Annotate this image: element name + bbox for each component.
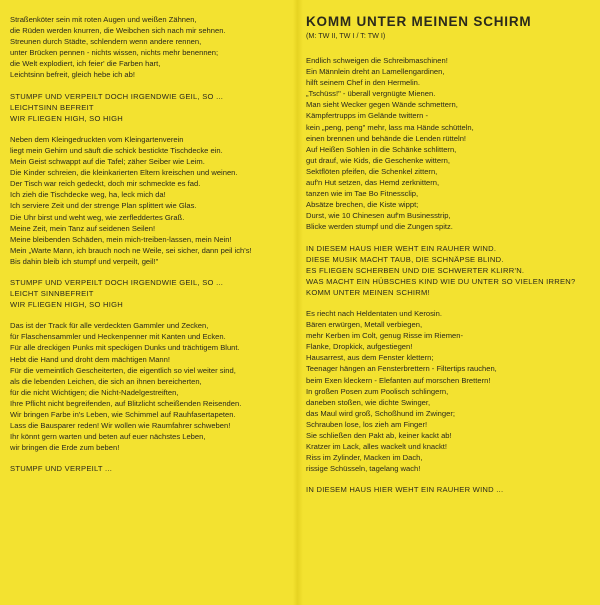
page-fold (293, 0, 303, 605)
lyric-line: Hausarrest, aus dem Fenster klettern; (306, 353, 434, 363)
lyric-line: Die Kinder schreien, die kleinkarierten Eltern kreischen und weinen. (10, 168, 238, 178)
right-column (306, 0, 594, 605)
lyric-line: WIR FLIEGEN HIGH, SO HIGH (10, 113, 123, 123)
lyric-line: Die Uhr birst und weht weg, wie zerfleddertes Graß. (10, 212, 185, 222)
lyric-line: liegt mein Gehirn und säuft die schick bestickte Tischdecke ein. (10, 145, 223, 155)
lyric-line: IN DIESEM HAUS HIER WEHT EIN RAUHER WIND. (306, 243, 497, 253)
song-title: KOMM UNTER MEINEN SCHIRM (306, 14, 532, 29)
verse-1 (306, 55, 594, 233)
lyric-line: Teenager hängen an Fensterbrettern - Filtertips rauchen, (306, 364, 497, 374)
lyric-line: STUMPF UND VERPEILT DOCH IRGENDWIE GEIL, SO ... (10, 91, 224, 101)
lyric-line: als die lebenden Leichen, die sich an ihnen bereicherten, (10, 376, 202, 386)
lyric-line: STUMPF UND VERPEILT DOCH IRGENDWIE GEIL, SO ... (10, 277, 224, 287)
lyric-line: Das ist der Track für alle verdeckten Gammler und Zecken, (10, 321, 209, 331)
lyric-line: auf'n Hut setzen, das Hemd zerknittern, (306, 178, 440, 188)
lyric-line: die Rüden werden knurren, die Weibchen sich nach mir sehnen. (10, 26, 226, 36)
lyric-line: tanzen wie im Tae Bo Fitnessclip, (306, 189, 419, 199)
lyric-line: LEICHT SINNBEFREIT (10, 289, 94, 299)
lyric-line: Meine Zeit, mein Tanz auf seidenen Seilen! (10, 223, 156, 233)
lyric-line: Meine bleibenden Schäden, mein mich-treiben-lassen, mein Nein! (10, 234, 232, 244)
song-credits: (M: TW II, TW I / T: TW I) (306, 31, 386, 40)
lyric-line: mehr Kerben im Colt, genug Risse im Riemen- (306, 331, 463, 341)
verse-1 (10, 14, 290, 81)
chorus (306, 243, 594, 298)
lyric-line: Flanke, Dropkick, aufgestiegen! (306, 342, 413, 352)
lyric-line: Schrauben lose, los zieh am Finger! (306, 419, 428, 429)
lyric-line: In großen Posen zum Poolisch schlingern, (306, 386, 449, 396)
verse-2 (10, 134, 290, 267)
lyric-line: unter Brücken pennen - nichts wissen, nichts mehr benennen; (10, 48, 219, 58)
lyric-line: Lass die Bausparer reden! Wir wollen wie Raumfahrer schweben! (10, 421, 231, 431)
outro (306, 484, 594, 495)
lyric-line: Es riecht nach Heldentaten und Kerosin. (306, 308, 442, 318)
lyric-line: Bären erwürgen, Metall verbiegen, (306, 320, 423, 330)
chorus-2 (10, 277, 290, 310)
lyric-line: WAS MACHT EIN HÜBSCHES KIND WIE DU UNTER SO VIELEN IRREN? (306, 276, 576, 286)
lyric-line: Ein Männlein dreht an Lamellengardinen, (306, 67, 445, 77)
lyric-line: Leichtsinn befreit, gleich hebe ich ab! (10, 70, 135, 80)
lyric-line: Ich zieh die Tischdecke weg, ha, leck mich da! (10, 190, 166, 200)
lyric-line: Kratzer im Lack, alles wackelt und knackt! (306, 442, 447, 452)
verse-3 (10, 320, 290, 453)
lyric-line: WIR FLIEGEN HIGH, SO HIGH (10, 300, 123, 310)
lyric-line: Streunen durch Städte, schlendern wenn andere rennen, (10, 37, 202, 47)
lyric-line: „Tschüss!" - überall vergnügte Mienen. (306, 89, 436, 99)
lyric-line: Sektflöten pfeifen, die Schenkel zittern, (306, 166, 438, 176)
lyric-line: Kämpfertrupps im Gelände twittern - (306, 111, 428, 121)
lyric-line: Absätze brechen, die Kiste wippt; (306, 200, 419, 210)
lyric-line: Sie schließen den Pakt ab, keiner kackt ab! (306, 431, 452, 440)
lyric-line: Mein „Warte Mann, ich brauch noch ne Weile, sei sicher, dann peil ich's! (10, 245, 252, 255)
lyric-line: Endlich schweigen die Schreibmaschinen! (306, 56, 448, 65)
lyric-line: beim Exen kleckern - Elefanten auf morschen Brettern! (306, 375, 491, 385)
lyric-line: Riss im Zylinder, Macken im Dach, (306, 453, 423, 463)
lyric-line: Für alle dreckigen Punks mit speckigen Dunks und trächtigem Blunt. (10, 343, 240, 353)
lyric-line: Auf Heißen Sohlen in die Schänke schlittern, (306, 144, 457, 154)
lyric-line: gut drauf, wie Kids, die Geschenke wittern, (306, 155, 450, 165)
verse-2 (306, 308, 594, 474)
lyric-line: daneben stoßen, wie dichte Swinger, (306, 397, 431, 407)
lyric-line: Für die vemeintlich Gescheiterten, die eigentlich so viel weiter sind, (10, 365, 236, 375)
lyric-line: Straßenköter sein mit roten Augen und weißen Zähnen, (10, 15, 197, 24)
lyric-line: für die nicht Wichtigen; die Nicht-Nadelgestreiften, (10, 387, 179, 397)
lyric-line: wir bringen die Erde zum beben! (10, 443, 120, 453)
lyric-line: Durst, wie 10 Chinesen auf'm Businesstrip, (306, 211, 451, 221)
lyric-line: Ihr könnt gern warten und beten auf euer nächstes Leben, (10, 432, 206, 442)
lyric-line: Hebt die Hand und droht dem mächtigen Mann! (10, 354, 170, 364)
lyric-line: Man sieht Wecker gegen Wände schmettern, (306, 100, 458, 110)
lyric-line: Wir bringen Farbe in's Leben, wie Schimmel auf Rauhfasertapeten. (10, 410, 236, 419)
lyric-line: für Flaschensammler und Heckenpenner mit Kanten und Ecken. (10, 332, 226, 342)
lyric-line: STUMPF UND VERPEILT ... (10, 464, 113, 474)
lyric-line: LEICHTSINN BEFREIT (10, 102, 94, 112)
lyric-line: DIESE MUSIK MACHT TAUB, DIE SCHNÄPSE BLIND. (306, 254, 504, 264)
lyric-line: Bis dahin bleib ich stumpf und verpeilt, geil!" (10, 256, 159, 266)
lyric-line: Mein Geist schwappt auf die Tafel; zäher Seiber wie Leim. (10, 157, 205, 167)
lyric-line: rissige Schüsseln, tagelang wach! (306, 464, 421, 474)
lyric-line: die Welt explodiert, ich feier' die Farben hart, (10, 59, 161, 69)
lyric-line: Ihre Pflicht nicht begreifenden, auf Blitzlicht scheißenden Reisenden. (10, 398, 242, 408)
lyric-line: das Maul wird groß, Schoßhund im Zwinger; (306, 408, 455, 418)
left-column (10, 0, 290, 605)
lyric-line: ES FLIEGEN SCHERBEN UND DIE SCHWERTER KLIRR'N. (306, 265, 525, 275)
lyric-line: Neben dem Kleingedruckten vom Kleingartenverein (10, 134, 184, 144)
outro (10, 463, 290, 474)
lyric-line: KOMM UNTER MEINEN SCHIRM! (306, 287, 430, 297)
chorus-1 (10, 91, 290, 124)
lyric-line: hilft seinem Chef in den Hermelin. (306, 78, 420, 88)
lyric-line: Ich serviere Zeit und der strenge Plan splittert wie Glas. (10, 201, 197, 211)
lyric-line: IN DIESEM HAUS HIER WEHT EIN RAUHER WIND ... (306, 485, 504, 495)
lyric-line: kein „peng, peng" mehr, lass ma Hände schütteln, (306, 122, 474, 132)
lyric-line: einen brennen und behände die Lenden rütteln! (306, 133, 467, 143)
lyric-line: Blicke werden stumpf und die Zungen spitz. (306, 222, 453, 232)
lyric-line: Der Tisch war reich gedeckt, doch mir schmeckte es fad. (10, 179, 201, 189)
